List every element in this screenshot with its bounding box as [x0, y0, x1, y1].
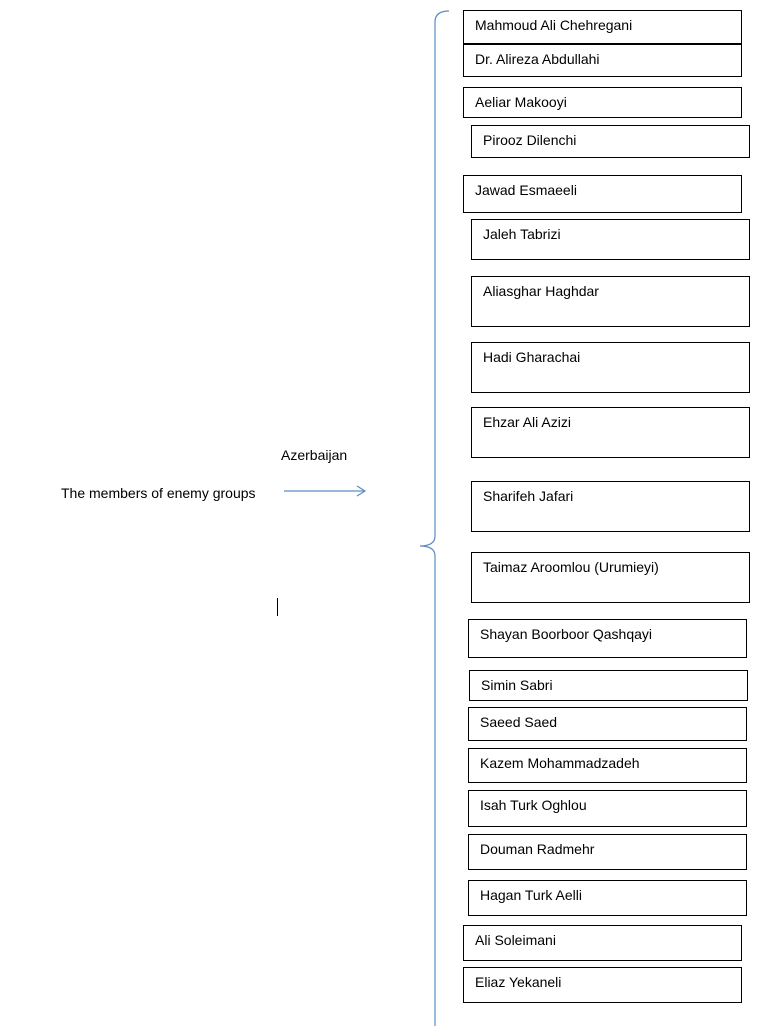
member-box: Taimaz Aroomlou (Urumieyi): [471, 552, 750, 603]
brace: [420, 11, 449, 1026]
member-box: Jaleh Tabrizi: [471, 219, 750, 260]
member-box: Douman Radmehr: [468, 834, 747, 870]
member-box: Dr. Alireza Abdullahi: [463, 44, 742, 77]
member-box: Ali Soleimani: [463, 925, 742, 961]
member-box: Sharifeh Jafari: [471, 481, 750, 532]
member-box: Isah Turk Oghlou: [468, 790, 747, 827]
member-box: Mahmoud Ali Chehregani: [463, 10, 742, 44]
member-box: Ehzar Ali Azizi: [471, 407, 750, 458]
source-label: The members of enemy groups: [61, 485, 256, 501]
arrow-label: Azerbaijan: [281, 447, 348, 463]
member-box: Jawad Esmaeeli: [463, 175, 742, 213]
member-box: Aeliar Makooyi: [463, 87, 742, 118]
member-box: Simin Sabri: [469, 670, 748, 701]
member-box: Saeed Saed: [468, 707, 747, 741]
member-box: Aliasghar Haghdar: [471, 276, 750, 327]
member-box: Hagan Turk Aelli: [468, 880, 747, 916]
member-box: Pirooz Dilenchi: [471, 125, 750, 158]
member-box: Kazem Mohammadzadeh: [468, 748, 747, 783]
member-box: Eliaz Yekaneli: [463, 967, 742, 1003]
member-box: Shayan Boorboor Qashqayi: [468, 619, 747, 658]
text-cursor: [277, 598, 278, 616]
member-box: Hadi Gharachai: [471, 342, 750, 393]
